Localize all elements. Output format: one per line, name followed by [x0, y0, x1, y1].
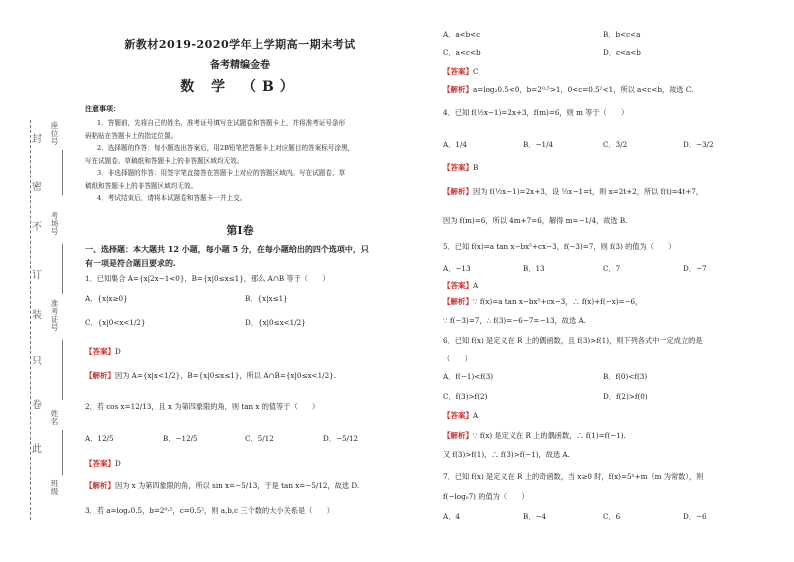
q5-option-b: B．13: [523, 264, 545, 273]
q3-option-c: C．a<c<b: [443, 48, 481, 57]
q4-option-b: B．−1/4: [523, 140, 554, 149]
binding-char: 密: [32, 182, 42, 193]
q5-analysis-cont: ∵ f(−3)=7，∴ f(3)=−6−7=−13，故选 A.: [443, 316, 586, 325]
q6-analysis: ∵ f(x) 是定义在 R 上的偶函数，∴ f(1)=f(−1).: [473, 431, 626, 440]
q5-stem: 5．已知 f(x)=a tan x−bx⁵+cx−3，f(−3)=7，则 f(3) 的值为（ ）: [443, 242, 676, 251]
exam-title: 新教材2019-2020学年上学期高一期末考试: [124, 38, 356, 51]
q2-analysis: 因为 x 为第四象限的角，所以 sin x=−5/13，于是 tan x=−5/12，故选 D.: [115, 481, 360, 490]
q4-answer: B: [473, 163, 479, 172]
q2-option-d: D．−5/12: [323, 434, 359, 443]
name-field: 姓名: [50, 409, 59, 426]
q1-option-a: A．{x|x≥0}: [85, 294, 128, 303]
q6-option-a: A．f(−1)<f(3): [443, 372, 494, 381]
q1-stem: 1．已知集合 A={x|2x−1<0}，B={x|0≤x≤1}，那么 A∩B 等于（ ）: [85, 274, 330, 283]
q3-analysis-label: 【解析】: [443, 85, 473, 94]
exam-subtitle: 备考精编金卷: [210, 60, 270, 71]
section-heading-cont: 有一项是符合题目要求的.: [85, 258, 176, 268]
seat-number-field: 座位号: [50, 121, 59, 146]
exam-room-field: 考场号: [50, 211, 59, 236]
q2-answer: D: [115, 459, 121, 468]
q2-option-c: C．5/12: [245, 434, 274, 443]
note-line: 4．考试结束后，请将本试题卷和答题卡一并上交。: [97, 194, 247, 202]
binding-line: [30, 120, 31, 520]
q3-answer-label: 【答案】: [443, 67, 473, 76]
q6-answer: A: [473, 411, 479, 420]
q4-analysis-cont: 因为 f(m)=6，所以 4m+7=6，解得 m=−1/4，故选 B.: [443, 216, 628, 225]
binding-char: 卷: [32, 400, 42, 411]
q4-option-a: A．1/4: [443, 140, 467, 149]
binding-strip: [0, 0, 78, 562]
notes-heading: 注意事项：: [85, 104, 120, 113]
volume-heading: 第Ⅰ卷: [226, 224, 254, 237]
q7-option-b: B．−4: [523, 512, 547, 521]
note-line: 1．答题前，先将自己的姓名、准考证号填写在试题卷和答题卡上，并将准考证号条形: [97, 119, 346, 127]
q5-option-c: C．7: [603, 264, 621, 273]
q4-stem: 4．已知 f(½x−1)=2x+3，f(m)=6，则 m 等于（ ）: [443, 108, 629, 117]
binding-char: 封: [32, 134, 42, 145]
q2-option-a: A．12/5: [85, 434, 114, 443]
q3-option-b: B．b<c<a: [603, 30, 641, 39]
q6-option-d: D．f(2)>f(0): [603, 392, 648, 401]
section-heading: 一、选择题：本大题共 12 小题，每小题 5 分，在每小题给出的四个选项中，只: [85, 244, 369, 254]
q7-stem: 7．已知 f(x) 是定义在 R 上的奇函数，当 x≥0 时，f(x)=5ˣ+m（m 为常数），则: [443, 472, 704, 481]
q4-option-d: D．−3/2: [683, 140, 714, 149]
q6-answer-label: 【答案】: [443, 411, 473, 420]
q1-answer-label: 【答案】: [85, 347, 115, 356]
q5-option-a: A．−13: [443, 264, 471, 273]
q5-answer: A: [473, 281, 479, 290]
q6-analysis-cont: 又 f(3)>f(1)，∴ f(3)>f(−1)，故选 A.: [443, 450, 570, 459]
left-questions: [85, 274, 405, 534]
note-line: 2．选择题的作答：每小题选出答案后，用2B铅笔把答题卡上对应题目的答案标号涂黑，: [97, 144, 355, 152]
q2-stem: 2．若 cos x=12/13，且 x 为第四象限的角，则 tan x 的值等于（ ）: [85, 402, 320, 411]
exam-id-field: 准考证号: [50, 299, 59, 332]
q5-answer-label: 【答案】: [443, 281, 473, 290]
binding-char: 此: [32, 444, 42, 455]
q7-stem-cont: f(−log₅7) 的值为（ ）: [443, 492, 529, 501]
q6-stem: 6．已知 f(x) 是定义在 R 上的偶函数，且 f(3)>f(1)，则下列各式中一定成立的是: [443, 336, 703, 345]
q1-option-b: B．{x|x≤1}: [245, 294, 288, 303]
q5-analysis: ∵ f(x)=a tan x−bx⁵+cx−3，∴ f(x)+f(−x)=−6，: [473, 297, 643, 306]
q3-analysis: a=log₂0.5<0，b=2⁰·⁵>1，0<c=0.5²<1，所以 a<c<b，故选 C.: [473, 85, 694, 94]
q4-analysis: 因为 f(½x−1)=2x+3，设 ½x−1=t，则 x=2t+2，所以 f(t)=4t+7，: [473, 187, 704, 196]
q6-option-b: B．f(0)<f(3): [603, 372, 648, 381]
q3-option-d: D．c<a<b: [603, 48, 641, 57]
binding-char: 不: [32, 222, 42, 233]
q5-option-d: D．−7: [683, 264, 707, 273]
binding-char: 只: [32, 356, 42, 367]
q2-answer-label: 【答案】: [85, 459, 115, 468]
q6-analysis-label: 【解析】: [443, 431, 473, 440]
note-line: 码粘贴在答题卡上的指定位置。: [85, 131, 178, 140]
subject-title: 数 学 （B）: [180, 79, 300, 95]
q2-analysis-label: 【解析】: [85, 481, 115, 490]
q6-option-c: C．f(3)>f(2): [443, 392, 488, 401]
q2-option-b: B．−12/5: [163, 434, 198, 443]
q7-option-a: A．4: [443, 512, 460, 521]
note-line: 写在试题卷、草稿纸和答题卡上的非答题区域均无效。: [85, 156, 244, 165]
q1-option-c: C．{x|0<x<1/2}: [85, 318, 146, 327]
q1-analysis-label: 【解析】: [85, 371, 115, 380]
q5-analysis-label: 【解析】: [443, 297, 473, 306]
q1-option-d: D．{x|0≤x<1/2}: [245, 318, 306, 327]
q4-option-c: C．3/2: [603, 140, 628, 149]
q3-stem: 3．若 a=log₂0.5，b=2⁰·⁵，c=0.5²，则 a,b,c 三个数的大小关系是（ ）: [85, 506, 334, 515]
q4-analysis-label: 【解析】: [443, 187, 473, 196]
q3-option-a: A．a<b<c: [443, 30, 481, 39]
q6-stem-cont: （ ）: [443, 354, 472, 363]
note-line: 3．非选择题的作答：用签字笔直接答在答题卡上对应的答题区域内。写在试题卷、草: [97, 169, 346, 177]
note-line: 稿纸和答题卡上的非答题区域均无效。: [85, 181, 198, 190]
binding-char: 装: [32, 310, 42, 321]
right-questions: [443, 30, 773, 540]
class-field: 班级: [50, 479, 59, 496]
q4-answer-label: 【答案】: [443, 163, 473, 172]
binding-char: 订: [32, 270, 42, 281]
notes: [85, 117, 354, 205]
q1-answer: D: [115, 347, 121, 356]
q3-answer: C: [473, 67, 479, 76]
q1-analysis: 因为 A={x|x<1/2}，B={x|0≤x≤1}，所以 A∩B={x|0≤x<1/2}.: [115, 371, 337, 380]
q7-option-c: C．6: [603, 512, 621, 521]
q7-option-d: D．−6: [683, 512, 707, 521]
